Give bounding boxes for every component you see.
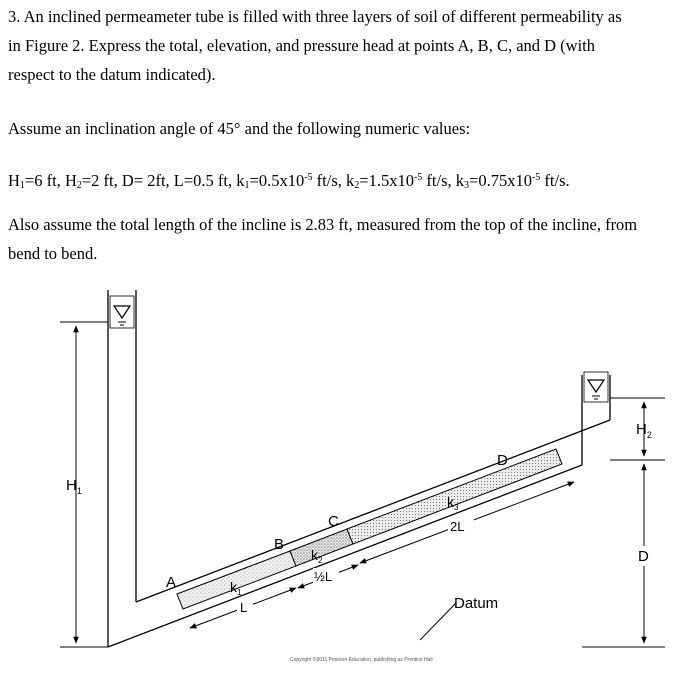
length-line-2: bend to bend. xyxy=(8,244,98,263)
length-half-l-label: ½L xyxy=(314,569,333,584)
figure-background xyxy=(50,290,690,662)
point-b-label: B xyxy=(274,536,285,553)
length-l-label: L xyxy=(240,600,248,615)
k2-label: $k_2$ xyxy=(311,547,323,565)
h2-label: $H_2$ xyxy=(636,421,652,440)
point-a-label: A xyxy=(166,574,177,591)
d-dimension-label: D xyxy=(638,548,649,565)
k1-label: $k_1$ xyxy=(230,579,242,597)
point-d-label: D xyxy=(497,452,508,469)
question-line-1: 3. An inclined permeameter tube is filled with three layers of soil of different permeability as xyxy=(8,7,622,26)
figure-copyright: Copyright ©2011 Pearson Education, publishing as Prentice Hall xyxy=(290,657,433,663)
question-line-3: respect to the datum indicated). xyxy=(8,65,216,84)
point-c-label: C xyxy=(328,513,339,530)
k3-label: $k_3$ xyxy=(447,494,459,512)
length-line-1: Also assume the total length of the incline is 2.83 ft, measured from the top of the incline, from xyxy=(8,215,638,234)
values-line: $H_1=6$ ft, $H_2=2$ ft, D= 2ft, L=0.5 ft, $k_1=0.5x10^{-5}$ ft/s, $k_2=1.5x10^{-5}$ ft/s, $k_3=0.75x10^{-5}$ ft/s. xyxy=(8,171,570,191)
length-2l-label: 2L xyxy=(450,519,465,534)
question-line-2: in Figure 2. Express the total, elevation, and pressure head at points A, B, C, and D (with xyxy=(8,36,596,55)
datum-label: Datum xyxy=(454,595,499,612)
assumption-text: Assume an inclination angle of 45° and the following numeric values: xyxy=(8,119,471,138)
h1-label: $H_1$ xyxy=(66,477,82,496)
